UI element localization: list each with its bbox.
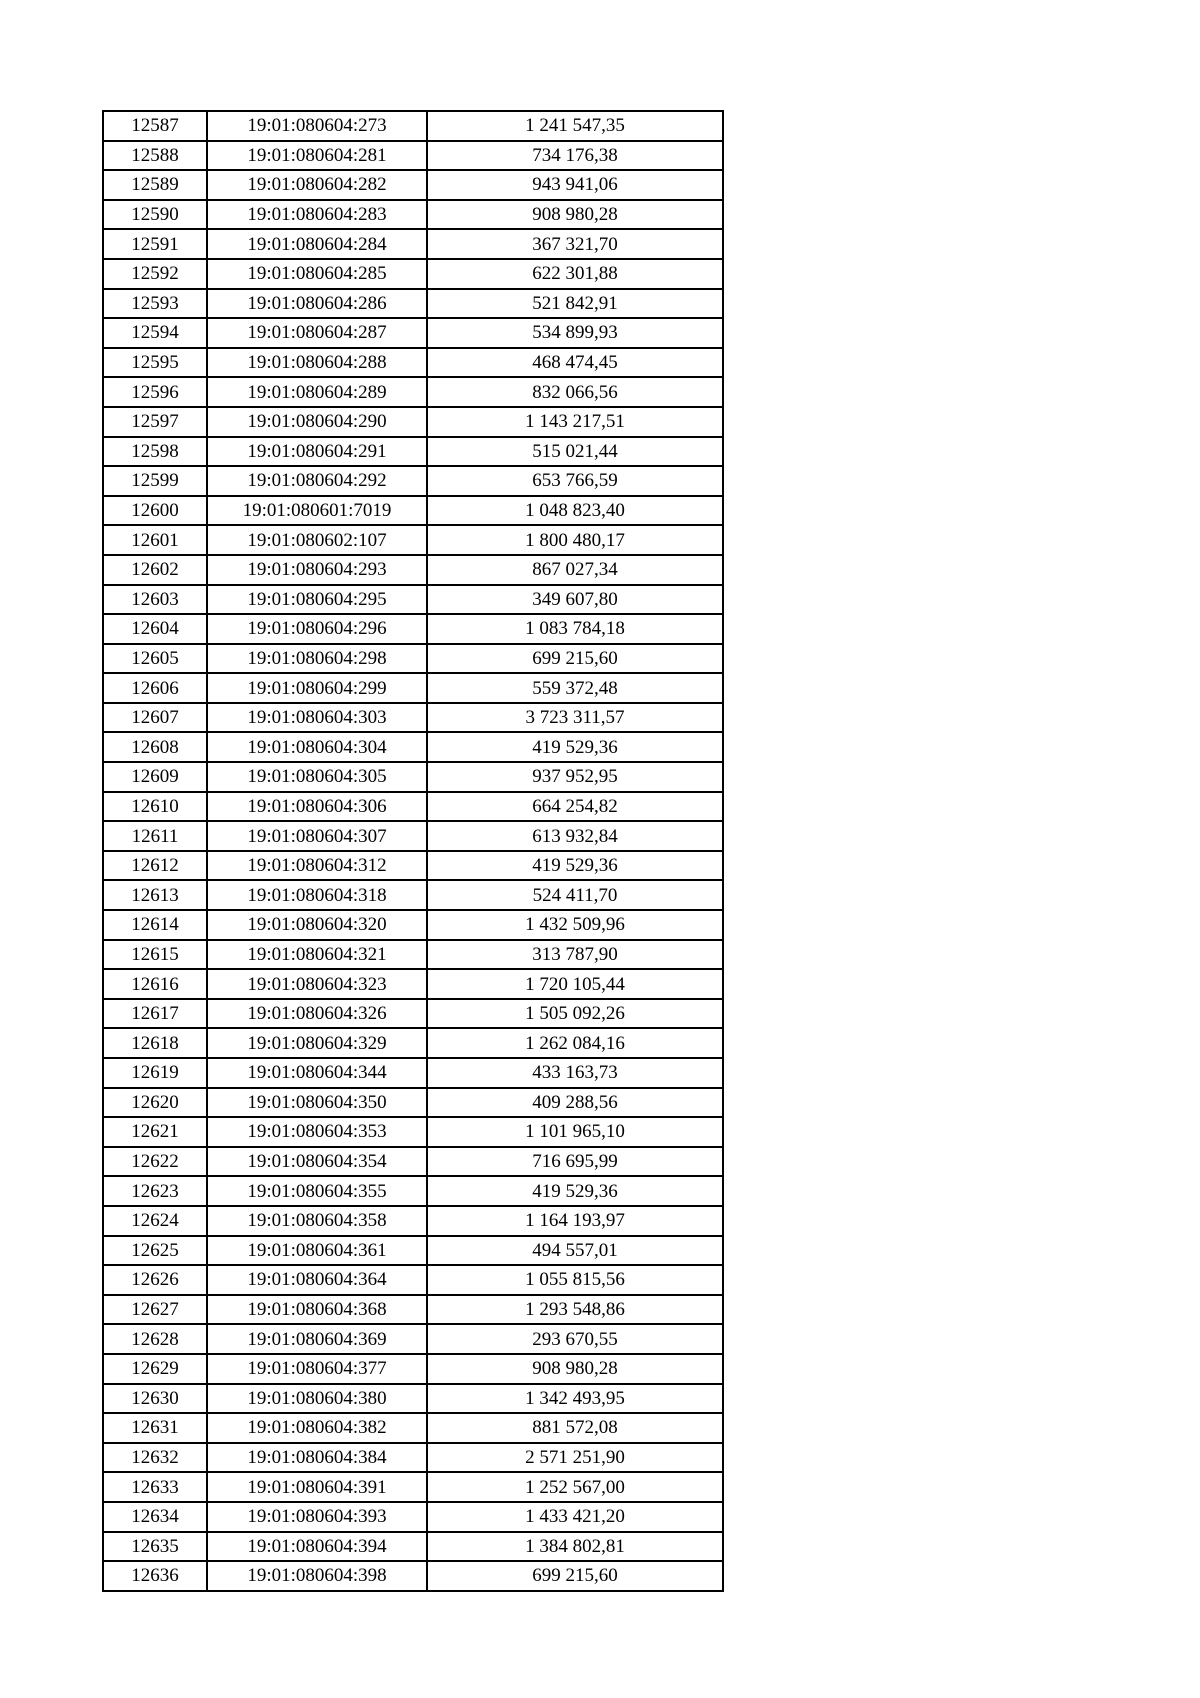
row-number-cell: 12620 (103, 1088, 207, 1118)
cadastral-number-cell: 19:01:080604:307 (207, 821, 427, 851)
table-row (103, 1502, 723, 1532)
cadastral-value-cell: 515 021,44 (427, 437, 723, 467)
table-row (103, 318, 723, 348)
table-row (103, 1384, 723, 1414)
cadastral-value-cell: 1 432 509,96 (427, 910, 723, 940)
row-number-cell: 12610 (103, 792, 207, 822)
table-row (103, 999, 723, 1029)
row-number-cell: 12628 (103, 1324, 207, 1354)
row-number-cell: 12608 (103, 732, 207, 762)
row-number-cell: 12589 (103, 170, 207, 200)
table-row (103, 1117, 723, 1147)
cadastral-number-cell: 19:01:080604:391 (207, 1472, 427, 1502)
cadastral-value-table (102, 110, 724, 1592)
table-row (103, 141, 723, 171)
cadastral-value-cell: 494 557,01 (427, 1236, 723, 1266)
row-number-cell: 12596 (103, 377, 207, 407)
cadastral-value-cell: 1 164 193,97 (427, 1206, 723, 1236)
table-row (103, 496, 723, 526)
row-number-cell: 12629 (103, 1354, 207, 1384)
cadastral-number-cell: 19:01:080604:320 (207, 910, 427, 940)
cadastral-value-cell: 1 262 084,16 (427, 1028, 723, 1058)
table-row (103, 792, 723, 822)
row-number-cell: 12603 (103, 585, 207, 615)
cadastral-value-cell: 1 342 493,95 (427, 1384, 723, 1414)
table-row (103, 229, 723, 259)
row-number-cell: 12617 (103, 999, 207, 1029)
cadastral-value-cell: 734 176,38 (427, 141, 723, 171)
table-row (103, 437, 723, 467)
cadastral-number-cell: 19:01:080604:350 (207, 1088, 427, 1118)
cadastral-number-cell: 19:01:080604:323 (207, 969, 427, 999)
cadastral-value-cell: 293 670,55 (427, 1324, 723, 1354)
cadastral-number-cell: 19:01:080604:295 (207, 585, 427, 615)
cadastral-value-cell: 1 293 548,86 (427, 1295, 723, 1325)
table-row (103, 851, 723, 881)
cadastral-value-cell: 419 529,36 (427, 851, 723, 881)
table-row (103, 1206, 723, 1236)
cadastral-value-cell: 1 083 784,18 (427, 614, 723, 644)
cadastral-number-cell: 19:01:080604:273 (207, 111, 427, 141)
table-row (103, 407, 723, 437)
row-number-cell: 12613 (103, 880, 207, 910)
table-row (103, 1354, 723, 1384)
row-number-cell: 12636 (103, 1561, 207, 1591)
cadastral-value-cell: 1 384 802,81 (427, 1532, 723, 1562)
table-row (103, 1443, 723, 1473)
cadastral-value-cell: 521 842,91 (427, 289, 723, 319)
cadastral-value-cell: 2 571 251,90 (427, 1443, 723, 1473)
cadastral-number-cell: 19:01:080604:364 (207, 1265, 427, 1295)
row-number-cell: 12604 (103, 614, 207, 644)
cadastral-value-cell: 664 254,82 (427, 792, 723, 822)
cadastral-value-cell: 367 321,70 (427, 229, 723, 259)
row-number-cell: 12607 (103, 703, 207, 733)
cadastral-number-cell: 19:01:080604:298 (207, 644, 427, 674)
cadastral-number-cell: 19:01:080604:318 (207, 880, 427, 910)
table-row (103, 1324, 723, 1354)
cadastral-value-cell: 937 952,95 (427, 762, 723, 792)
table-row (103, 673, 723, 703)
cadastral-number-cell: 19:01:080604:299 (207, 673, 427, 703)
cadastral-number-cell: 19:01:080604:344 (207, 1058, 427, 1088)
cadastral-number-cell: 19:01:080604:286 (207, 289, 427, 319)
cadastral-number-cell: 19:01:080604:384 (207, 1443, 427, 1473)
table-row (103, 1561, 723, 1591)
cadastral-number-cell: 19:01:080604:304 (207, 732, 427, 762)
table-row (103, 555, 723, 585)
cadastral-value-cell: 1 252 567,00 (427, 1472, 723, 1502)
row-number-cell: 12621 (103, 1117, 207, 1147)
cadastral-number-cell: 19:01:080604:354 (207, 1147, 427, 1177)
cadastral-value-cell: 1 505 092,26 (427, 999, 723, 1029)
row-number-cell: 12595 (103, 348, 207, 378)
row-number-cell: 12612 (103, 851, 207, 881)
cadastral-number-cell: 19:01:080604:283 (207, 200, 427, 230)
table-row (103, 289, 723, 319)
cadastral-value-cell: 468 474,45 (427, 348, 723, 378)
row-number-cell: 12622 (103, 1147, 207, 1177)
row-number-cell: 12618 (103, 1028, 207, 1058)
cadastral-number-cell: 19:01:080604:393 (207, 1502, 427, 1532)
row-number-cell: 12632 (103, 1443, 207, 1473)
table-row (103, 111, 723, 141)
row-number-cell: 12602 (103, 555, 207, 585)
cadastral-value-cell: 419 529,36 (427, 1176, 723, 1206)
cadastral-value-cell: 1 241 547,35 (427, 111, 723, 141)
cadastral-value-cell: 832 066,56 (427, 377, 723, 407)
cadastral-value-cell: 699 215,60 (427, 1561, 723, 1591)
table-row (103, 1176, 723, 1206)
cadastral-value-cell: 908 980,28 (427, 1354, 723, 1384)
cadastral-value-cell: 1 720 105,44 (427, 969, 723, 999)
row-number-cell: 12587 (103, 111, 207, 141)
row-number-cell: 12634 (103, 1502, 207, 1532)
cadastral-value-cell: 313 787,90 (427, 940, 723, 970)
cadastral-value-cell: 716 695,99 (427, 1147, 723, 1177)
cadastral-number-cell: 19:01:080604:282 (207, 170, 427, 200)
row-number-cell: 12616 (103, 969, 207, 999)
cadastral-number-cell: 19:01:080604:377 (207, 1354, 427, 1384)
cadastral-number-cell: 19:01:080604:281 (207, 141, 427, 171)
row-number-cell: 12592 (103, 259, 207, 289)
cadastral-value-cell: 524 411,70 (427, 880, 723, 910)
cadastral-number-cell: 19:01:080604:289 (207, 377, 427, 407)
cadastral-value-cell: 1 143 217,51 (427, 407, 723, 437)
cadastral-number-cell: 19:01:080604:368 (207, 1295, 427, 1325)
cadastral-number-cell: 19:01:080604:292 (207, 466, 427, 496)
row-number-cell: 12600 (103, 496, 207, 526)
table-row (103, 762, 723, 792)
table-row (103, 1413, 723, 1443)
cadastral-number-cell: 19:01:080604:284 (207, 229, 427, 259)
cadastral-number-cell: 19:01:080604:290 (207, 407, 427, 437)
cadastral-value-cell: 699 215,60 (427, 644, 723, 674)
cadastral-number-cell: 19:01:080604:296 (207, 614, 427, 644)
cadastral-value-cell: 1 101 965,10 (427, 1117, 723, 1147)
cadastral-number-cell: 19:01:080604:321 (207, 940, 427, 970)
row-number-cell: 12594 (103, 318, 207, 348)
table-row (103, 259, 723, 289)
row-number-cell: 12619 (103, 1058, 207, 1088)
cadastral-number-cell: 19:01:080604:361 (207, 1236, 427, 1266)
row-number-cell: 12627 (103, 1295, 207, 1325)
table-row (103, 1532, 723, 1562)
row-number-cell: 12624 (103, 1206, 207, 1236)
cadastral-value-cell: 419 529,36 (427, 732, 723, 762)
table-row (103, 348, 723, 378)
table-body (103, 111, 723, 1591)
table-row (103, 585, 723, 615)
table-row (103, 200, 723, 230)
cadastral-value-cell: 867 027,34 (427, 555, 723, 585)
cadastral-number-cell: 19:01:080604:355 (207, 1176, 427, 1206)
cadastral-number-cell: 19:01:080604:353 (207, 1117, 427, 1147)
row-number-cell: 12631 (103, 1413, 207, 1443)
row-number-cell: 12625 (103, 1236, 207, 1266)
table-row (103, 1028, 723, 1058)
row-number-cell: 12590 (103, 200, 207, 230)
table-row (103, 1265, 723, 1295)
table-row (103, 525, 723, 555)
row-number-cell: 12606 (103, 673, 207, 703)
table-row (103, 170, 723, 200)
cadastral-value-cell: 1 055 815,56 (427, 1265, 723, 1295)
row-number-cell: 12597 (103, 407, 207, 437)
cadastral-value-cell: 881 572,08 (427, 1413, 723, 1443)
cadastral-value-cell: 349 607,80 (427, 585, 723, 615)
cadastral-value-cell: 433 163,73 (427, 1058, 723, 1088)
table-row (103, 1147, 723, 1177)
row-number-cell: 12623 (103, 1176, 207, 1206)
row-number-cell: 12588 (103, 141, 207, 171)
row-number-cell: 12633 (103, 1472, 207, 1502)
cadastral-value-cell: 559 372,48 (427, 673, 723, 703)
row-number-cell: 12601 (103, 525, 207, 555)
table-row (103, 940, 723, 970)
cadastral-value-cell: 908 980,28 (427, 200, 723, 230)
table-row (103, 1058, 723, 1088)
cadastral-number-cell: 19:01:080604:288 (207, 348, 427, 378)
row-number-cell: 12605 (103, 644, 207, 674)
cadastral-value-cell: 622 301,88 (427, 259, 723, 289)
cadastral-number-cell: 19:01:080604:369 (207, 1324, 427, 1354)
table-row (103, 614, 723, 644)
cadastral-number-cell: 19:01:080604:358 (207, 1206, 427, 1236)
table-row (103, 1236, 723, 1266)
cadastral-value-cell: 534 899,93 (427, 318, 723, 348)
table-row (103, 1295, 723, 1325)
row-number-cell: 12635 (103, 1532, 207, 1562)
cadastral-number-cell: 19:01:080604:291 (207, 437, 427, 467)
table-row (103, 644, 723, 674)
table-row (103, 880, 723, 910)
table-row (103, 969, 723, 999)
table-row (103, 821, 723, 851)
cadastral-number-cell: 19:01:080604:306 (207, 792, 427, 822)
cadastral-number-cell: 19:01:080602:107 (207, 525, 427, 555)
cadastral-number-cell: 19:01:080604:312 (207, 851, 427, 881)
row-number-cell: 12611 (103, 821, 207, 851)
table-row (103, 910, 723, 940)
cadastral-number-cell: 19:01:080601:7019 (207, 496, 427, 526)
cadastral-number-cell: 19:01:080604:380 (207, 1384, 427, 1414)
cadastral-number-cell: 19:01:080604:394 (207, 1532, 427, 1562)
cadastral-number-cell: 19:01:080604:287 (207, 318, 427, 348)
cadastral-value-cell: 653 766,59 (427, 466, 723, 496)
cadastral-value-cell: 943 941,06 (427, 170, 723, 200)
table-row (103, 732, 723, 762)
row-number-cell: 12614 (103, 910, 207, 940)
cadastral-number-cell: 19:01:080604:293 (207, 555, 427, 585)
table-row (103, 377, 723, 407)
row-number-cell: 12593 (103, 289, 207, 319)
cadastral-number-cell: 19:01:080604:398 (207, 1561, 427, 1591)
cadastral-value-cell: 613 932,84 (427, 821, 723, 851)
row-number-cell: 12626 (103, 1265, 207, 1295)
row-number-cell: 12615 (103, 940, 207, 970)
cadastral-value-cell: 3 723 311,57 (427, 703, 723, 733)
row-number-cell: 12609 (103, 762, 207, 792)
row-number-cell: 12591 (103, 229, 207, 259)
cadastral-value-cell: 1 800 480,17 (427, 525, 723, 555)
table-row (103, 1088, 723, 1118)
cadastral-number-cell: 19:01:080604:305 (207, 762, 427, 792)
cadastral-value-cell: 1 433 421,20 (427, 1502, 723, 1532)
cadastral-value-cell: 1 048 823,40 (427, 496, 723, 526)
cadastral-number-cell: 19:01:080604:326 (207, 999, 427, 1029)
cadastral-number-cell: 19:01:080604:303 (207, 703, 427, 733)
cadastral-value-cell: 409 288,56 (427, 1088, 723, 1118)
cadastral-number-cell: 19:01:080604:329 (207, 1028, 427, 1058)
row-number-cell: 12599 (103, 466, 207, 496)
row-number-cell: 12598 (103, 437, 207, 467)
table-row (103, 1472, 723, 1502)
table-row (103, 466, 723, 496)
cadastral-number-cell: 19:01:080604:382 (207, 1413, 427, 1443)
table-row (103, 703, 723, 733)
row-number-cell: 12630 (103, 1384, 207, 1414)
cadastral-number-cell: 19:01:080604:285 (207, 259, 427, 289)
